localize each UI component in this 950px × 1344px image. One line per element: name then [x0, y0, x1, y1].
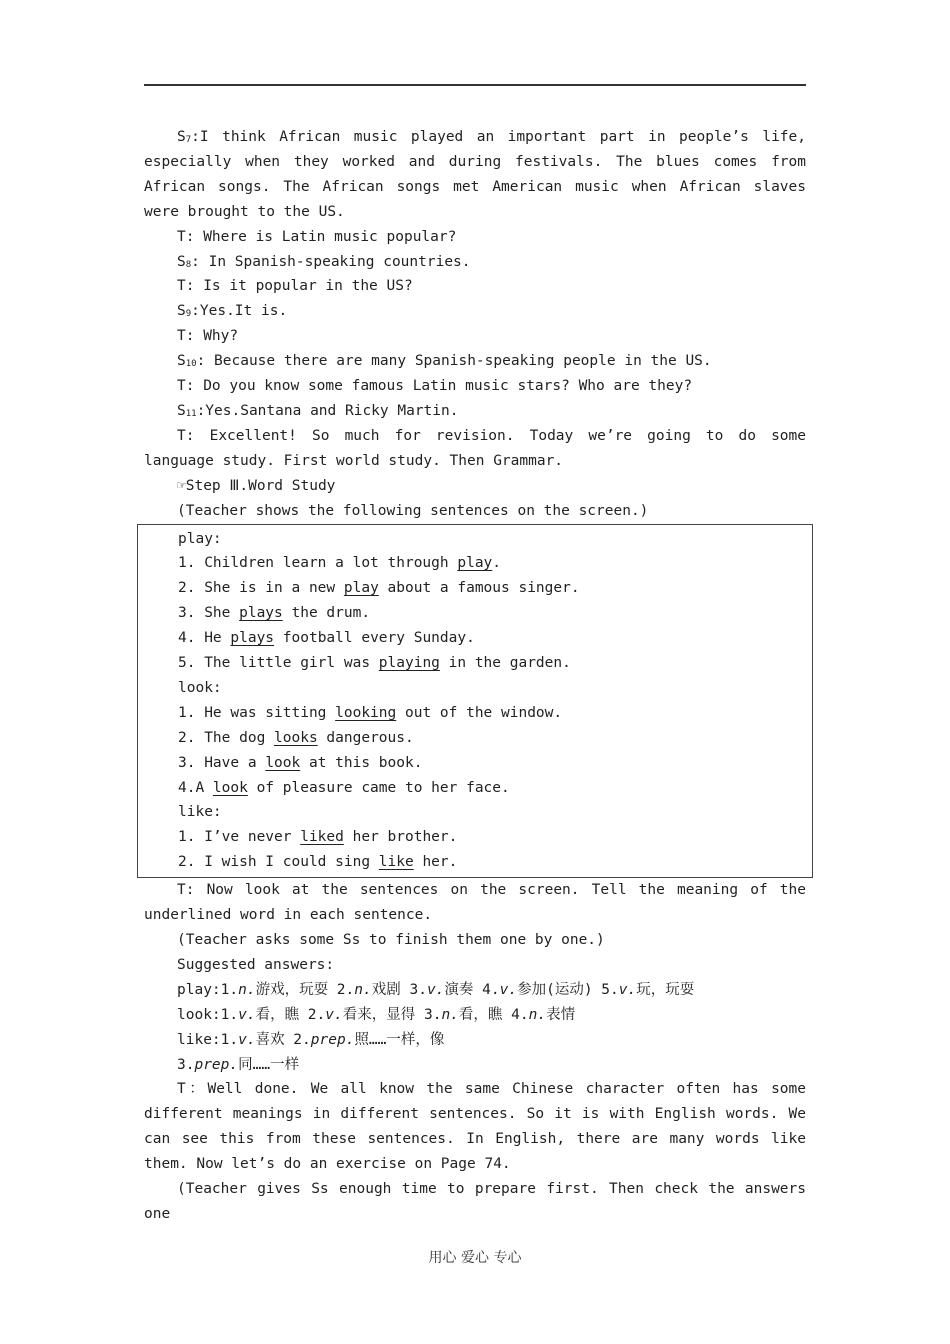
example-sentence [145, 850, 805, 875]
underlined-word: playing [378, 655, 440, 672]
underlined-word: plays [230, 630, 275, 647]
dialogue-line [144, 250, 806, 275]
speaker-number: 10 [185, 359, 197, 370]
sentence-text: dangerous. [317, 729, 414, 746]
sentence-text: 3. Have a [178, 754, 266, 771]
dialogue-text: : Do you know some famous Latin music stars? Who are they? [185, 378, 693, 395]
answer-text: 表情 [546, 1006, 576, 1023]
sentence-text: her brother. [343, 829, 458, 846]
example-sentence [145, 601, 805, 626]
speaker: T [177, 328, 186, 345]
sentence-text: . [492, 555, 502, 572]
underlined-word: look [212, 779, 248, 796]
dialogue-line [144, 274, 806, 299]
dialogue-line [144, 399, 806, 424]
play-sentences [145, 551, 805, 676]
sentence-text: at this book. [300, 754, 423, 771]
dialogue-line [144, 349, 806, 374]
dialogue-line [144, 424, 806, 474]
word-study-box [137, 524, 813, 879]
speaker: T [177, 427, 186, 444]
speaker-number: 7 [185, 135, 192, 145]
part-of-speech: v. [238, 1006, 256, 1023]
sentence-text: her. [413, 854, 458, 871]
step-note: (Teacher shows the following sentences on the screen.) [177, 502, 649, 519]
header-rule [144, 84, 806, 86]
underlined-word: play [343, 580, 379, 597]
underlined-word: looking [335, 704, 397, 721]
sentence-text: about a famous singer. [378, 580, 580, 597]
look-sentences [145, 701, 805, 801]
dialogue-line [144, 125, 806, 225]
answer-text: 看，瞧 4. [458, 1006, 529, 1023]
speaker: S [177, 303, 186, 320]
answer-text: like:1. [177, 1031, 239, 1048]
page-footer: 用心 爱心 专心 [428, 1250, 522, 1266]
example-sentence [145, 651, 805, 676]
example-sentence [145, 825, 805, 850]
underlined-word: look [265, 754, 301, 771]
example-sentence [145, 726, 805, 751]
underlined-word: play [457, 555, 493, 572]
answer-line [144, 1003, 806, 1028]
teacher-well-done: T：Well done. We all know the same Chinese character often has some different meanings in different sentences. So it is with English words. We can see this from these sentences. In English, there are many words like them. Now let’s do an exercise on Page 74. [144, 1081, 806, 1173]
dialogue-text: : In Spanish-speaking countries. [191, 253, 471, 270]
dialogue-text: : Why? [185, 328, 239, 345]
answer-text: 同……一样 [238, 1056, 300, 1073]
dialogue-text: : Because there are many Spanish-speaking people in the US. [196, 353, 712, 370]
underlined-word: plays [239, 605, 283, 622]
like-label: like: [178, 804, 222, 821]
example-sentence [145, 776, 805, 801]
part-of-speech: prep. [194, 1056, 239, 1073]
page-body [144, 125, 806, 1227]
dialogue-text: :Yes.It is. [191, 303, 288, 320]
like-sentences [145, 825, 805, 875]
answer-text: play:1. [177, 981, 239, 998]
answer-text: 照……一样，像 [354, 1031, 445, 1048]
speaker: S [177, 129, 186, 145]
answer-text: 演奏 4. [444, 981, 500, 998]
sentence-text: 2. She is in a new [178, 580, 344, 597]
answer-text: 喜欢 2. [255, 1031, 311, 1048]
sentence-text: football every Sunday. [274, 630, 475, 647]
answer-text: 参加(运动) 5. [517, 981, 619, 998]
speaker: S [177, 353, 186, 370]
sentence-text: 5. The little girl was [178, 655, 379, 672]
dialogue-line [144, 374, 806, 399]
sentence-text: 1. He was sitting [178, 704, 336, 721]
example-sentence [145, 751, 805, 776]
example-sentence [145, 551, 805, 576]
underlined-word: looks [274, 729, 318, 746]
part-of-speech: v. [618, 981, 637, 998]
sentence-text: 4. He [178, 630, 231, 647]
speaker-number: 9 [185, 309, 192, 320]
play-label: play: [178, 530, 222, 547]
part-of-speech: v. [499, 981, 518, 998]
sentence-text: in the garden. [439, 655, 571, 672]
answer-text: 戏剧 3. [371, 981, 427, 998]
sentence-text: of pleasure came to her face. [247, 779, 510, 796]
dialogue-text: : Where is Latin music popular? [185, 228, 457, 245]
dialogue-text: : Is it popular in the US? [185, 278, 413, 295]
speaker: S [177, 402, 186, 419]
dialogue-text: :Yes.Santana and Ricky Martin. [196, 402, 459, 419]
part-of-speech: n. [238, 981, 256, 998]
dialogue-line [144, 299, 806, 324]
example-sentence [145, 626, 805, 651]
speaker-number: 11 [185, 408, 197, 419]
answer-text: look:1. [177, 1006, 239, 1023]
speaker: S [177, 253, 186, 270]
answer-text: 游戏，玩耍 2. [255, 981, 355, 998]
underlined-word: liked [300, 829, 344, 846]
teacher-instruction: T: Now look at the sentences on the screen. Tell the meaning of the underlined word in each sentence. [144, 882, 806, 924]
answers-list [144, 978, 806, 1078]
part-of-speech: v. [325, 1006, 343, 1023]
part-of-speech: prep. [310, 1031, 355, 1048]
answer-line [144, 1053, 806, 1078]
example-sentence [145, 701, 805, 726]
speaker: T [177, 378, 186, 395]
speaker-number: 8 [185, 259, 192, 270]
teacher-last-note: (Teacher gives Ss enough time to prepare first. Then check the answers one [144, 1181, 806, 1222]
part-of-speech: v. [238, 1031, 256, 1048]
sentence-text: 3. She [178, 605, 240, 622]
speaker: T [177, 278, 186, 295]
sentence-text: 1. I’ve never [178, 829, 301, 846]
sentence-text: 4.A [178, 779, 213, 796]
speaker: T [177, 228, 186, 245]
sentence-text: 2. I wish I could sing [178, 854, 379, 871]
sentence-text: 1. Children learn a lot through [178, 555, 458, 572]
answer-text: 3. [177, 1056, 195, 1073]
part-of-speech: n. [354, 981, 372, 998]
dialogue-text: : Excellent! So much for revision. Today we’re going to do some language study. First world study. Then Grammar. [144, 427, 806, 469]
look-label: look: [178, 679, 222, 696]
answer-text: 看来，显得 3. [342, 1006, 442, 1023]
sentence-text: out of the window. [396, 704, 563, 721]
sentence-text: 2. The dog [178, 729, 275, 746]
sentence-text: the drum. [282, 605, 371, 622]
step-heading: ☞Step Ⅲ.Word Study [177, 477, 336, 494]
underlined-word: like [378, 854, 414, 871]
answer-line [144, 1028, 806, 1053]
dialogue-line [144, 324, 806, 349]
dialogue-text: :I think African music played an important part in people’s life, especially when they worked and during festivals. The blues comes from African songs. The African songs met American music when African slaves were brought to the US. [144, 129, 806, 220]
dialogue-line [144, 225, 806, 250]
example-sentence [145, 576, 805, 601]
part-of-speech: n. [441, 1006, 459, 1023]
part-of-speech: v. [426, 981, 445, 998]
answer-text: 玩，玩耍 [636, 981, 695, 998]
suggested-answers-label: Suggested answers: [177, 956, 335, 973]
answer-line [144, 978, 806, 1003]
answer-text: 看，瞧 2. [255, 1006, 326, 1023]
teacher-note: (Teacher asks some Ss to finish them one by one.) [177, 932, 605, 948]
dialogue-section [144, 125, 806, 474]
part-of-speech: n. [528, 1006, 547, 1023]
